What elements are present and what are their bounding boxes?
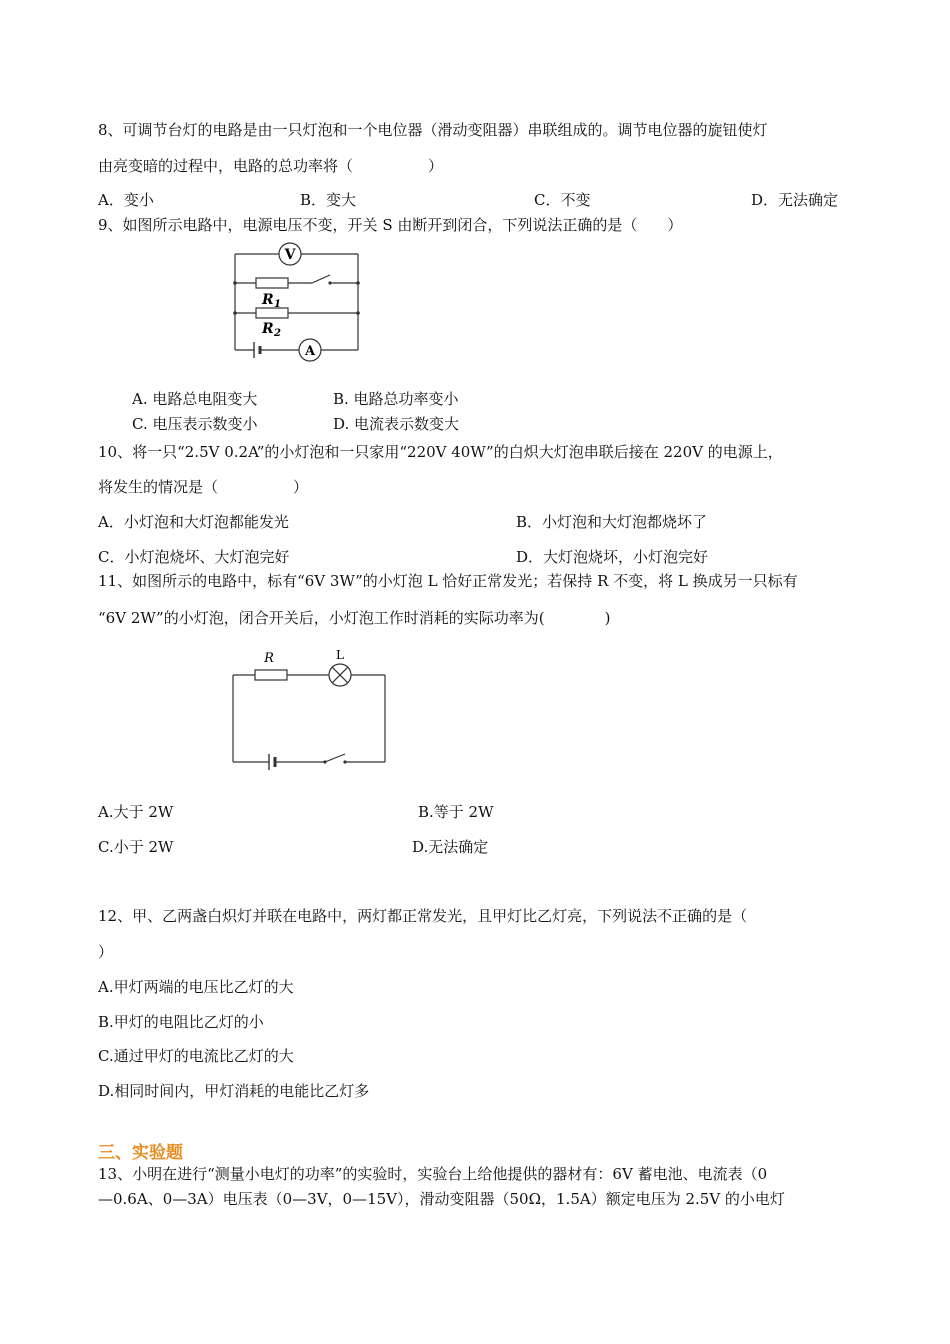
q11-switch: [325, 754, 345, 762]
q11-resistor-label: R: [264, 651, 274, 666]
q9-switch: [312, 275, 330, 283]
q9-battery-icon: [254, 342, 260, 358]
q8-option-d: D．无法确定: [751, 191, 839, 209]
r1-label: R: [262, 292, 274, 308]
voltmeter-label: V: [284, 247, 296, 263]
q11-resistor: [255, 670, 287, 680]
q12-stem-line2: ）: [98, 943, 114, 961]
q10-stem-line1: 10、将一只“2.5V 0.2A”的小灯泡和一只家用“220V 40W”的白炽大灯泡串联后接在 220V 的电源上，: [98, 443, 783, 461]
q8-option-a: A．变小: [98, 191, 154, 209]
q9-stem: 9、如图所示电路中，电源电压不变，开关 S 由断开到闭合，下列说法正确的是（ ）: [98, 216, 683, 234]
section-heading: 三、实验题: [98, 1143, 183, 1163]
q10-option-d: D．大灯泡烧坏，小灯泡完好: [516, 548, 709, 566]
q12-stem-line1: 12、甲、乙两盏白炽灯并联在电路中，两灯都正常发光，且甲灯比乙灯亮，下列说法不正确的是（: [98, 907, 748, 925]
q11-option-b: B.等于 2W: [418, 803, 494, 821]
q11-lamp-label: L: [336, 648, 344, 662]
q13-stem-line2: —0.6A、0—3A）电压表（0—3V，0—15V），滑动变阻器（50Ω，1.5A）额定电压为 2.5V 的小电灯: [98, 1190, 785, 1208]
q8-stem-line2: 由亮变暗的过程中，电路的总功率将（ ）: [98, 157, 444, 175]
q9-option-c: C. 电压表示数变小: [132, 415, 258, 433]
r2-resistor: [256, 308, 288, 318]
q9-circuit-diagram: [230, 240, 365, 365]
q8-option-b: B．变大: [300, 191, 357, 209]
lamp-icon: [329, 664, 351, 686]
r2-subscript: 2: [274, 328, 281, 339]
q11-battery-icon: [269, 754, 275, 770]
q12-option-a: A.甲灯两端的电压比乙灯的大: [98, 978, 294, 996]
q11-option-a: A.大于 2W: [98, 803, 174, 821]
ammeter-label: A: [304, 344, 316, 359]
q11-option-d: D.无法确定: [412, 838, 489, 856]
q8-option-c: C．不变: [534, 191, 591, 209]
q9-option-a: A. 电路总电阻变大: [132, 390, 258, 408]
q12-option-c: C.通过甲灯的电流比乙灯的大: [98, 1047, 294, 1065]
q11-stem-line2: “6V 2W”的小灯泡，闭合开关后，小灯泡工作时消耗的实际功率为( ): [98, 609, 611, 627]
q13-stem-line1: 13、小明在进行“测量小电灯的功率”的实验时，实验台上给他提供的器材有：6V 蓄电池、电流表（0: [98, 1165, 768, 1183]
q11-circuit-diagram: [225, 645, 395, 775]
q10-option-b: B．小灯泡和大灯泡都烧坏了: [516, 513, 708, 531]
q10-option-c: C．小灯泡烧坏、大灯泡完好: [98, 548, 290, 566]
q8-stem-line1: 8、可调节台灯的电路是由一只灯泡和一个电位器（滑动变阻器）串联组成的。调节电位器的旋钮使灯: [98, 121, 768, 139]
q11-option-c: C.小于 2W: [98, 838, 174, 856]
q12-option-b: B.甲灯的电阻比乙灯的小: [98, 1013, 264, 1031]
q12-option-d: D.相同时间内，甲灯消耗的电能比乙灯多: [98, 1082, 370, 1100]
q9-option-b: B. 电路总功率变小: [333, 390, 459, 408]
q11-stem-line1: 11、如图所示的电路中，标有“6V 3W”的小灯泡 L 恰好正常发光；若保持 R 不变，将 L 换成另一只标有: [98, 572, 798, 590]
r1-subscript: 1: [274, 299, 281, 310]
q10-stem-line2: 将发生的情况是（ ）: [98, 478, 309, 496]
r2-label: R: [262, 321, 274, 337]
r1-resistor: [256, 278, 288, 288]
q10-option-a: A．小灯泡和大灯泡都能发光: [98, 513, 289, 531]
q9-option-d: D. 电流表示数变大: [333, 415, 460, 433]
